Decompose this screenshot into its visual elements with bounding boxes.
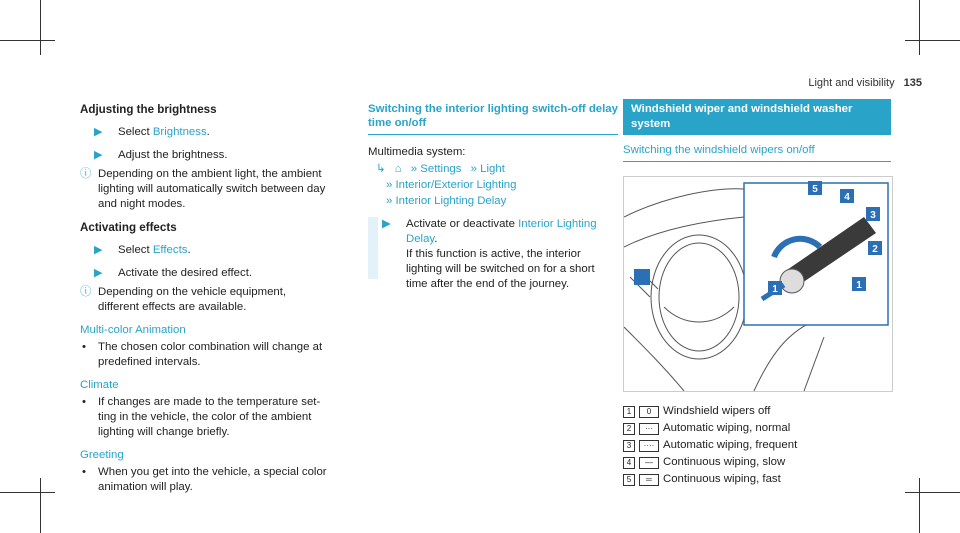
step-arrow-icon: ▶ xyxy=(94,244,103,256)
legend-text: Automatic wiping, normal xyxy=(663,422,791,434)
callout-3-label: 3 xyxy=(870,210,876,221)
section-title: Light and visibility xyxy=(808,77,895,89)
callout-4-label: 4 xyxy=(844,192,850,203)
path-item-interior-delay: Interior Lighting Delay xyxy=(395,195,507,207)
column-wipers xyxy=(623,99,891,489)
step-description: If this function is active, the interior lighting will be switched on for a short time after the end of the journey. xyxy=(406,248,595,290)
callout-2-label: 2 xyxy=(872,244,878,255)
info-icon: ⓘ xyxy=(80,168,92,180)
bullet-text: The chosen color combination will change at predefined intervals. xyxy=(98,341,323,368)
lever-marker xyxy=(634,269,650,285)
step-text: Activate the desired effect. xyxy=(118,267,253,279)
step-text: Select xyxy=(118,126,153,138)
step-text: Adjust the brightness. xyxy=(118,149,228,161)
wiper-illustration-svg xyxy=(624,177,892,391)
legend-row xyxy=(623,438,891,455)
path-item-interior-exterior: Interior/Exterior Lighting xyxy=(395,179,517,191)
step-toggle-delay xyxy=(368,217,618,292)
legend-number: 5 xyxy=(623,474,635,486)
callout-1-right-label: 1 xyxy=(856,280,862,291)
home-icon: ⌂ xyxy=(394,163,402,175)
path-item-light: Light xyxy=(480,163,505,175)
console-line xyxy=(754,317,824,391)
bullet-text: If changes are made to the temperature set-ting in the vehicle, the color of the ambient lighting will change briefly. xyxy=(98,396,321,438)
note-text: Depending on the vehicle equipment, different effects are available. xyxy=(98,286,287,313)
legend-text: Windshield wipers off xyxy=(663,405,771,417)
wiper-auto-normal-icon: ··· xyxy=(639,423,659,435)
legend-number: 3 xyxy=(623,440,635,452)
legend xyxy=(623,404,891,489)
heading-switch-off-delay: Switching the interior lighting switch-off delay time on/off xyxy=(368,102,618,135)
step-text: . xyxy=(434,233,438,245)
legend-number: 4 xyxy=(623,457,635,469)
dashboard-line xyxy=(624,217,744,247)
crop-mark xyxy=(919,0,920,55)
note-text: Depending on the ambient light, the ambient lighting will automatically switch between day and night modes. xyxy=(98,168,326,210)
column-brightness-effects xyxy=(80,102,330,503)
wiper-illustration xyxy=(623,176,893,392)
effect-description xyxy=(80,395,330,440)
legend-number: 1 xyxy=(623,406,635,418)
multimedia-label: Multimedia system: xyxy=(368,146,466,158)
path-item-settings: Settings xyxy=(420,163,462,175)
stalk-tip xyxy=(780,269,804,293)
legend-text: Automatic wiping, frequent xyxy=(663,439,798,451)
subheading-rule xyxy=(623,161,891,162)
steering-spoke xyxy=(664,307,734,322)
step-arrow-icon: ▶ xyxy=(94,267,103,279)
page-number: 135 xyxy=(903,77,922,89)
crop-mark xyxy=(40,478,41,533)
step-arrow-icon: ▶ xyxy=(382,218,391,230)
step-text: . xyxy=(187,244,191,256)
wiper-off-icon: 0 xyxy=(639,406,659,418)
step-adjust-brightness xyxy=(80,148,330,163)
chevron-right-icon: » xyxy=(470,163,477,175)
step-text: Activate or deactivate xyxy=(406,218,519,230)
bullet-icon: • xyxy=(82,341,86,353)
crop-mark xyxy=(40,0,41,55)
wiper-slow-icon: — xyxy=(639,457,659,469)
chevron-right-icon: » xyxy=(386,179,393,191)
heading-activate-effects: Activating effects xyxy=(80,221,177,234)
bullet-text: When you get into the vehicle, a special color animation will play. xyxy=(98,466,327,493)
legend-text: Continuous wiping, fast xyxy=(663,473,781,485)
step-text: . xyxy=(206,126,210,138)
crop-mark xyxy=(0,40,55,41)
section-banner: Windshield wiper and windshield washer system xyxy=(623,99,891,135)
steering-wheel xyxy=(651,235,747,359)
wiper-fast-icon: ═ xyxy=(639,474,659,486)
callout-5-label: 5 xyxy=(812,184,818,195)
crop-mark xyxy=(0,492,55,493)
subheading-wipers: Switching the windshield wipers on/off xyxy=(623,144,815,156)
menu-path-row xyxy=(376,178,618,193)
chevron-right-icon: » xyxy=(386,195,393,207)
door-line xyxy=(624,327,684,391)
menu-item-effects: Effects xyxy=(152,244,188,256)
step-select-brightness xyxy=(80,125,330,140)
menu-path xyxy=(368,162,618,209)
legend-row xyxy=(623,455,891,472)
wiper-auto-frequent-icon: ···· xyxy=(639,440,659,452)
menu-item-brightness: Brightness xyxy=(152,126,207,138)
heading-adjust-brightness: Adjusting the brightness xyxy=(80,103,217,116)
step-activate-effect xyxy=(80,266,330,281)
note-equipment xyxy=(80,285,330,315)
column-lighting-delay xyxy=(368,102,618,292)
menu-path-row xyxy=(376,162,618,177)
legend-number: 2 xyxy=(623,423,635,435)
crop-mark xyxy=(905,40,960,41)
effect-description xyxy=(80,340,330,370)
legend-text: Continuous wiping, slow xyxy=(663,456,786,468)
step-bar xyxy=(368,217,378,279)
bullet-icon: • xyxy=(82,466,86,478)
effect-name: Greeting xyxy=(80,449,124,461)
bullet-icon: • xyxy=(82,396,86,408)
seat-line xyxy=(804,337,824,391)
menu-path-row xyxy=(376,194,618,209)
legend-row xyxy=(623,421,891,438)
menu-item-interior-delay: Interior Lighting Delay xyxy=(406,218,597,245)
effect-name: Climate xyxy=(80,379,119,391)
effect-description xyxy=(80,465,330,495)
callout-1-left-label: 1 xyxy=(772,284,778,295)
info-icon: ⓘ xyxy=(80,286,92,298)
running-header xyxy=(808,76,922,91)
chevron-right-icon: » xyxy=(410,163,418,175)
path-arrow-icon: ↳ xyxy=(376,163,386,175)
step-arrow-icon: ▶ xyxy=(94,126,103,138)
step-text: Select xyxy=(118,244,153,256)
legend-row xyxy=(623,404,891,421)
steering-wheel-inner xyxy=(659,243,739,351)
effect-name: Multi-color Animation xyxy=(80,324,186,336)
step-arrow-icon: ▶ xyxy=(94,149,103,161)
crop-mark xyxy=(919,478,920,533)
note-day-night xyxy=(80,167,330,212)
crop-mark xyxy=(905,492,960,493)
step-select-effects xyxy=(80,243,330,258)
legend-row xyxy=(623,472,891,489)
dashboard-line xyxy=(624,189,744,217)
